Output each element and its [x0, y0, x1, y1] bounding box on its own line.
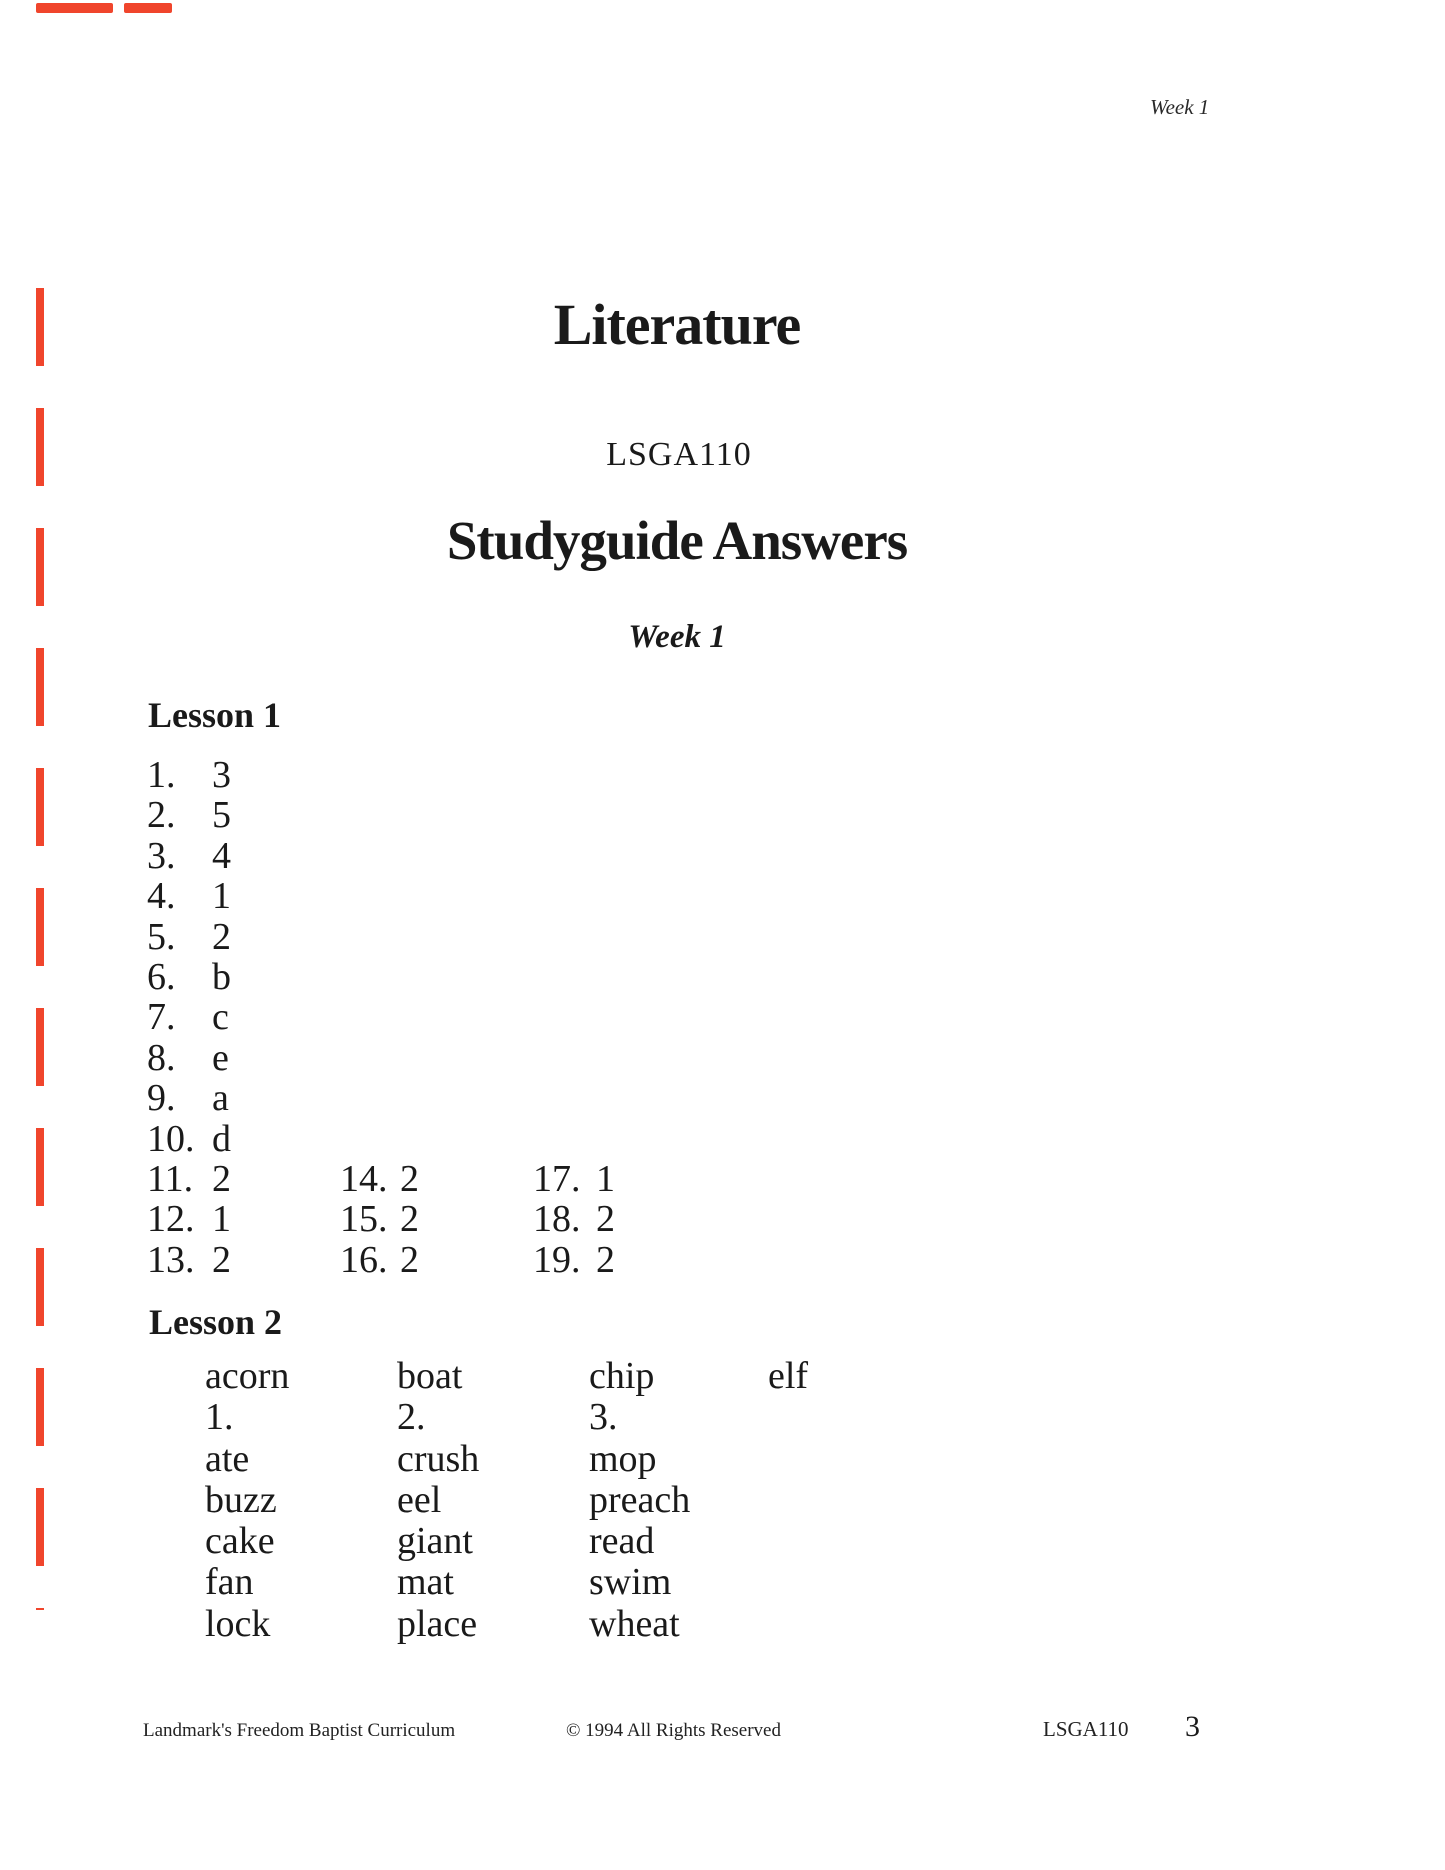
page-subtitle: Studyguide Answers — [446, 510, 908, 571]
word-item: acorn — [205, 1355, 290, 1397]
lesson1-answers-column-3 — [533, 1159, 615, 1280]
word-item: wheat — [589, 1602, 680, 1645]
answer-value: 3 — [212, 754, 231, 796]
word-item: 1. — [205, 1396, 234, 1439]
answer-number: 7. — [147, 996, 176, 1039]
answer-row — [147, 1078, 231, 1118]
answer-value: 2 — [400, 1158, 419, 1200]
answer-value: b — [212, 956, 231, 999]
answer-row — [147, 1119, 231, 1159]
scan-edge-mark-top-1 — [36, 3, 113, 13]
answer-row — [147, 1240, 231, 1280]
answer-row — [147, 876, 231, 916]
word-item: mop — [589, 1437, 657, 1480]
lesson2-word-column-2 — [397, 1356, 479, 1645]
lesson1-answers-column-1 — [147, 755, 231, 1280]
answer-row — [533, 1199, 615, 1239]
answer-row — [147, 1038, 231, 1078]
footer-publisher: Landmark's Freedom Baptist Curriculum — [143, 1720, 456, 1741]
answer-row — [147, 755, 231, 795]
lesson2-word-column-4 — [768, 1356, 808, 1397]
answer-value: d — [212, 1117, 231, 1160]
word-item: cake — [205, 1520, 275, 1563]
answer-number: 15. — [340, 1198, 388, 1241]
answer-value: 2 — [596, 1198, 615, 1241]
answer-value: 1 — [596, 1158, 615, 1200]
word-item: elf — [768, 1355, 809, 1397]
answer-number: 8. — [147, 1036, 176, 1079]
word-item: boat — [397, 1355, 463, 1397]
scan-edge-mark-top-2 — [124, 3, 172, 13]
answer-number: 11. — [147, 1158, 194, 1201]
scan-edge-marks-left — [36, 288, 44, 1610]
answer-number: 9. — [147, 1077, 176, 1120]
answer-row — [147, 836, 231, 876]
week-heading: Week 1 — [628, 619, 726, 655]
answer-value: 4 — [212, 834, 231, 877]
word-item: 2. — [397, 1396, 426, 1439]
lesson1-answers-column-2 — [340, 1159, 419, 1280]
answer-row — [147, 997, 231, 1037]
answer-row — [533, 1240, 615, 1280]
answer-number: 19. — [533, 1238, 581, 1281]
answer-value: 2 — [212, 1238, 231, 1281]
word-item: mat — [397, 1561, 454, 1604]
answer-row — [147, 957, 231, 997]
course-code: LSGA110 — [606, 436, 752, 473]
answer-value: 1 — [212, 875, 231, 918]
word-item: read — [589, 1520, 655, 1563]
answer-row — [147, 1199, 231, 1239]
answer-number: 16. — [340, 1238, 388, 1281]
answer-number: 13. — [147, 1238, 195, 1281]
word-item: place — [397, 1602, 478, 1645]
word-item: fan — [205, 1561, 254, 1604]
lesson2-heading: Lesson 2 — [149, 1302, 283, 1342]
word-item: buzz — [205, 1478, 277, 1521]
word-item: lock — [205, 1602, 271, 1645]
page-number: 3 — [1185, 1710, 1200, 1743]
word-item: crush — [397, 1437, 480, 1480]
answer-number: 10. — [147, 1117, 195, 1160]
answer-value: 2 — [596, 1238, 615, 1281]
answer-value: e — [212, 1036, 229, 1079]
word-item: swim — [589, 1561, 672, 1604]
answer-number: 1. — [147, 754, 176, 796]
answer-value: 2 — [212, 915, 231, 958]
answer-value: 2 — [400, 1198, 419, 1241]
word-item: eel — [397, 1478, 442, 1521]
answer-number: 2. — [147, 794, 176, 837]
word-item: chip — [589, 1355, 655, 1397]
answer-number: 14. — [340, 1158, 388, 1200]
answer-row — [147, 917, 231, 957]
answer-value: 2 — [400, 1238, 419, 1281]
answer-value: c — [212, 996, 229, 1039]
answer-number: 5. — [147, 915, 176, 958]
answer-value: a — [212, 1077, 229, 1120]
word-item: 3. — [589, 1396, 618, 1439]
answer-value: 5 — [212, 794, 231, 837]
answer-number: 6. — [147, 956, 176, 999]
answer-row — [340, 1240, 419, 1280]
footer-copyright: © 1994 All Rights Reserved — [566, 1720, 781, 1741]
lesson2-word-column-1 — [205, 1356, 289, 1645]
answer-number: 4. — [147, 875, 176, 918]
answer-row — [147, 795, 231, 835]
footer-course-code: LSGA110 — [1043, 1717, 1129, 1741]
answer-row — [147, 1159, 231, 1199]
running-head: Week 1 — [1150, 95, 1210, 119]
answer-row — [533, 1159, 615, 1199]
word-item: preach — [589, 1478, 691, 1521]
answer-row — [340, 1199, 419, 1239]
lesson2-word-column-3 — [589, 1356, 690, 1645]
page-title: Literature — [553, 292, 801, 357]
word-item: ate — [205, 1437, 250, 1480]
lesson1-heading: Lesson 1 — [148, 695, 282, 735]
answer-number: 3. — [147, 834, 176, 877]
answer-value: 2 — [212, 1158, 231, 1201]
answer-number: 17. — [533, 1158, 581, 1200]
answer-row — [340, 1159, 419, 1199]
answer-number: 18. — [533, 1198, 581, 1241]
answer-value: 1 — [212, 1198, 231, 1241]
answer-number: 12. — [147, 1198, 195, 1241]
word-item: giant — [397, 1520, 473, 1563]
